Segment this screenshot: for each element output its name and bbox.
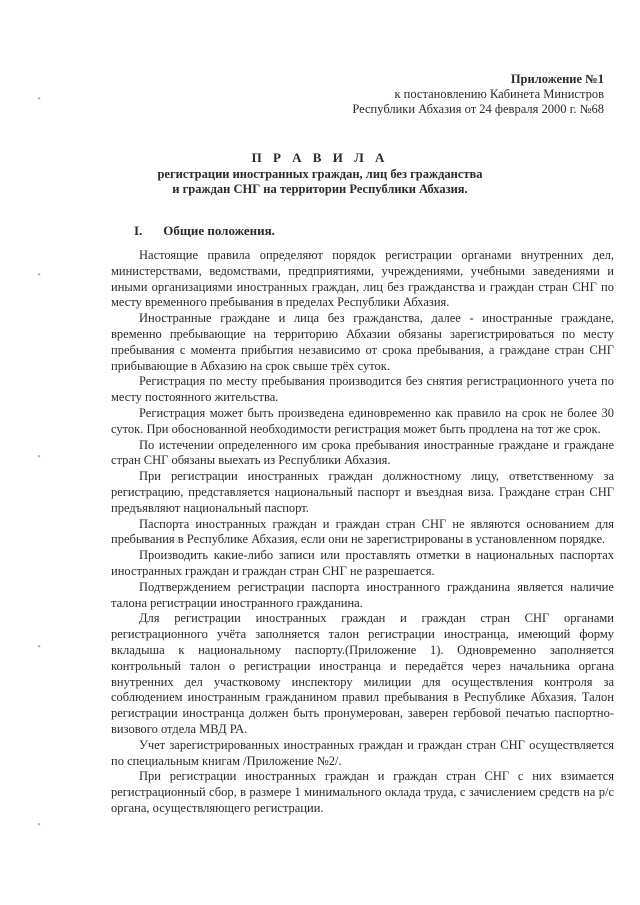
- scan-artifact-icon: •: [37, 451, 41, 463]
- scan-artifact-icon: •: [37, 641, 41, 653]
- paragraph: Иностранные граждане и лица без гражданства, далее - иностранные граждане, временно пребывающие на территорию Абхазии обязаны зарегистрироваться по месту пребывания с момента прибытия независимо от срока пребывания, а граждане стран СНГ прибывающие в Абхазию на срок свыше трёх суток.: [111, 311, 614, 373]
- paragraph: Паспорта иностранных граждан и граждан стран СНГ не являются основанием для пребывания в Республике Абхазия, если они не зарегистрированы в установленном порядке.: [111, 516, 614, 547]
- scan-artifact-icon: •: [37, 269, 41, 281]
- paragraph: Подтверждением регистрации паспорта иностранного гражданина является наличие талона регистрации иностранного гражданина.: [111, 579, 614, 610]
- title-subtitle: регистрации иностранных граждан, лиц без гражданства: [157, 167, 483, 181]
- appendix-title: Приложение №1: [510, 72, 604, 86]
- paragraph: Регистрация по месту пребывания производится без снятия регистрационного учета по месту постоянного жительства.: [111, 374, 614, 405]
- scan-artifact-icon: •: [37, 93, 41, 105]
- paragraph: Для регистрации иностранных граждан и граждан стран СНГ органами регистрационного учёта заполняется талон регистрации иностранца, имеющий форму вкладыша к национальному паспорту.(Приложение 1). Одновременно заполняется контрольный талон о регистрации иностранца и передаётся через начальника органа внутренних дел участковому инспектору милиции для осуществления контроля за соблюдением иностранным гражданином правил пребывания в Республике Абхазия. Талон регистрации иностранца должен быть пронумерован, заверен гербовой печатью паспортно-визового отдела МВД РА.: [111, 611, 614, 736]
- appendix-line: к постановлению Кабинета Министров: [394, 87, 604, 101]
- paragraph: При регистрации иностранных граждан и граждан стран СНГ с них взимается регистрационный сбор, в размере 1 минимального оклада труда, с зачислением средств на р/с органа, осуществляющего регистрации.: [111, 769, 614, 815]
- document-title: [110, 150, 530, 197]
- section-title: Общие положения.: [163, 223, 275, 238]
- paragraph: По истечении определенного им срока пребывания иностранные граждане и граждане стран СНГ обязаны выехать из Республики Абхазия.: [111, 437, 614, 468]
- section-number: I.: [134, 223, 143, 238]
- section-heading: [134, 223, 275, 239]
- paragraph: Учет зарегистрированных иностранных граждан и граждан стран СНГ осуществляется по специальным книгам /Приложение №2/.: [111, 737, 614, 768]
- paragraph: Производить какие-либо записи или проставлять отметки в национальных паспортах иностранных граждан и граждан стран СНГ не разрешается.: [111, 548, 614, 578]
- body-text: [111, 248, 614, 817]
- paragraph: Настоящие правила определяют порядок регистрации органами внутренних дел, министерствами, ведомствами, предприятиями, учреждениями, учебными заведениями и иными организациями иностранных граждан, лиц без гражданства и граждан стран СНГ по месту временного пребывания в пределах Республики Абхазия.: [111, 248, 614, 310]
- title-subtitle: и граждан СНГ на территории Республики Абхазия.: [172, 182, 468, 196]
- scan-artifact-icon: •: [37, 819, 41, 831]
- paragraph: При регистрации иностранных граждан должностному лицу, ответственному за регистрацию, представляется национальный паспорт и въездная виза. Граждане стран СНГ предъявляют национальный паспорт.: [111, 469, 614, 515]
- appendix-block: [274, 72, 604, 117]
- title-heading: П Р А В И Л А: [251, 150, 389, 165]
- appendix-line: Республики Абхазия от 24 февраля 2000 г. №68: [352, 102, 604, 116]
- paragraph: Регистрация может быть произведена единовременно как правило на срок не более 30 суток. При обоснованной необходимости регистрация может быть продлена на тот же срок.: [111, 405, 614, 436]
